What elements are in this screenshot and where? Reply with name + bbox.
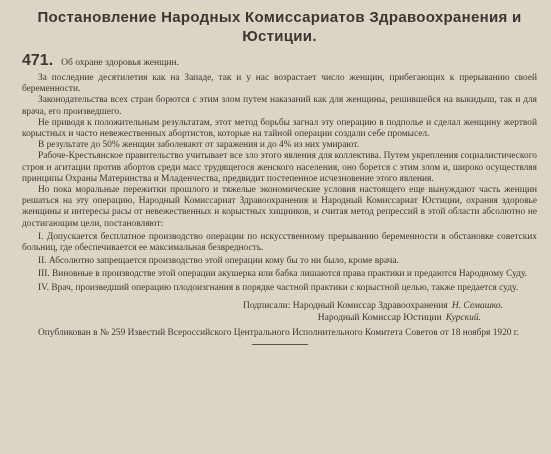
end-divider (252, 344, 308, 345)
decree-item-1: I. Допускается бесплатное производство операции по искусственному прерыванию беременности в обстановке советских больниц, где обеспечивается ее максимальная безвредность. (22, 231, 537, 254)
paragraph: Но пока моральные пережитки прошлого и тяжелые экономические условия настоящего еще вынуждают часть женщин решаться на эту операцию, Народный Комиссариат Здравоохранения и Народный Комиссариат Юстиции, охраняя здоровье женщины и интересы расы от невежественных и корыстных хищников, и считая метод репрессий в этой области абсолютно не достигающим цели, постановляют: (22, 185, 537, 229)
decree-item-3: III. Виновные в производстве этой операции акушерка или бабка лишаются права практики и предаются Народному Суду. (38, 269, 528, 280)
signature-role: Народный Комиссар Юстиции (317, 312, 442, 323)
signature-block (22, 300, 537, 324)
signature-role: Подписали: Народный Комиссар Здравоохранения (242, 300, 448, 311)
signature-line-justice (22, 312, 537, 324)
paragraph: В результате до 50% женщин заболевают от заражения и до 4% из них умирают. (38, 140, 359, 151)
signature-name: Н. Семашко. (451, 300, 503, 311)
decree-body (22, 73, 537, 294)
paragraph: Законодательства всех стран борются с этим злом путем наказаний как для женщины, решившейся на выкидыш, так и для врача, его произведшего. (22, 95, 537, 117)
decree-item-4: IV. Врач, произведший операцию плодоизгнания в порядке частной практики с корыстной целью, также предается суду. (38, 282, 519, 293)
decree-item-2: II. Абсолютно запрещается производство этой операции кому бы то ни было, кроме врача. (38, 256, 399, 267)
paragraph: За последние десятилетия как на Западе, так и у нас возрастает число женщин, прибегающих к прерыванию своей беременности. (22, 73, 537, 95)
paragraph: Рабоче-Крестьянское правительство учитывает все зло этого явления для коллектива. Путем укрепления социалистического строя и агитации против абортов среди масс трудящегося женского населения, оно борется с этим злом и, широко осуществляя принципы Охраны Материнства и Младенчества, предвидит постепенное исчезновение этого явления. (22, 151, 537, 184)
decree-subject: Об охране здоровья женщин. (61, 58, 179, 68)
publication-note: Опубликован в № 259 Известий Всероссийского Центрального Исполнительного Комитета Советов от 18 ноября 1920 г. (38, 327, 519, 338)
decree-number: 471. (22, 52, 54, 69)
decree-header (22, 52, 537, 70)
signature-name: Курский. (445, 312, 481, 323)
signature-line-health (22, 300, 537, 312)
paragraph: Не приводя к положительным результатам, этот метод борьбы загнал эту операцию в подполье и сделал женщину жертвой корыстных и часто невежественных абортистов, которые на тайной операции создали себе промысел. (22, 117, 537, 140)
document-title: Постановление Народных Комиссариатов Здравоохранения и Юстиции. (37, 9, 522, 45)
